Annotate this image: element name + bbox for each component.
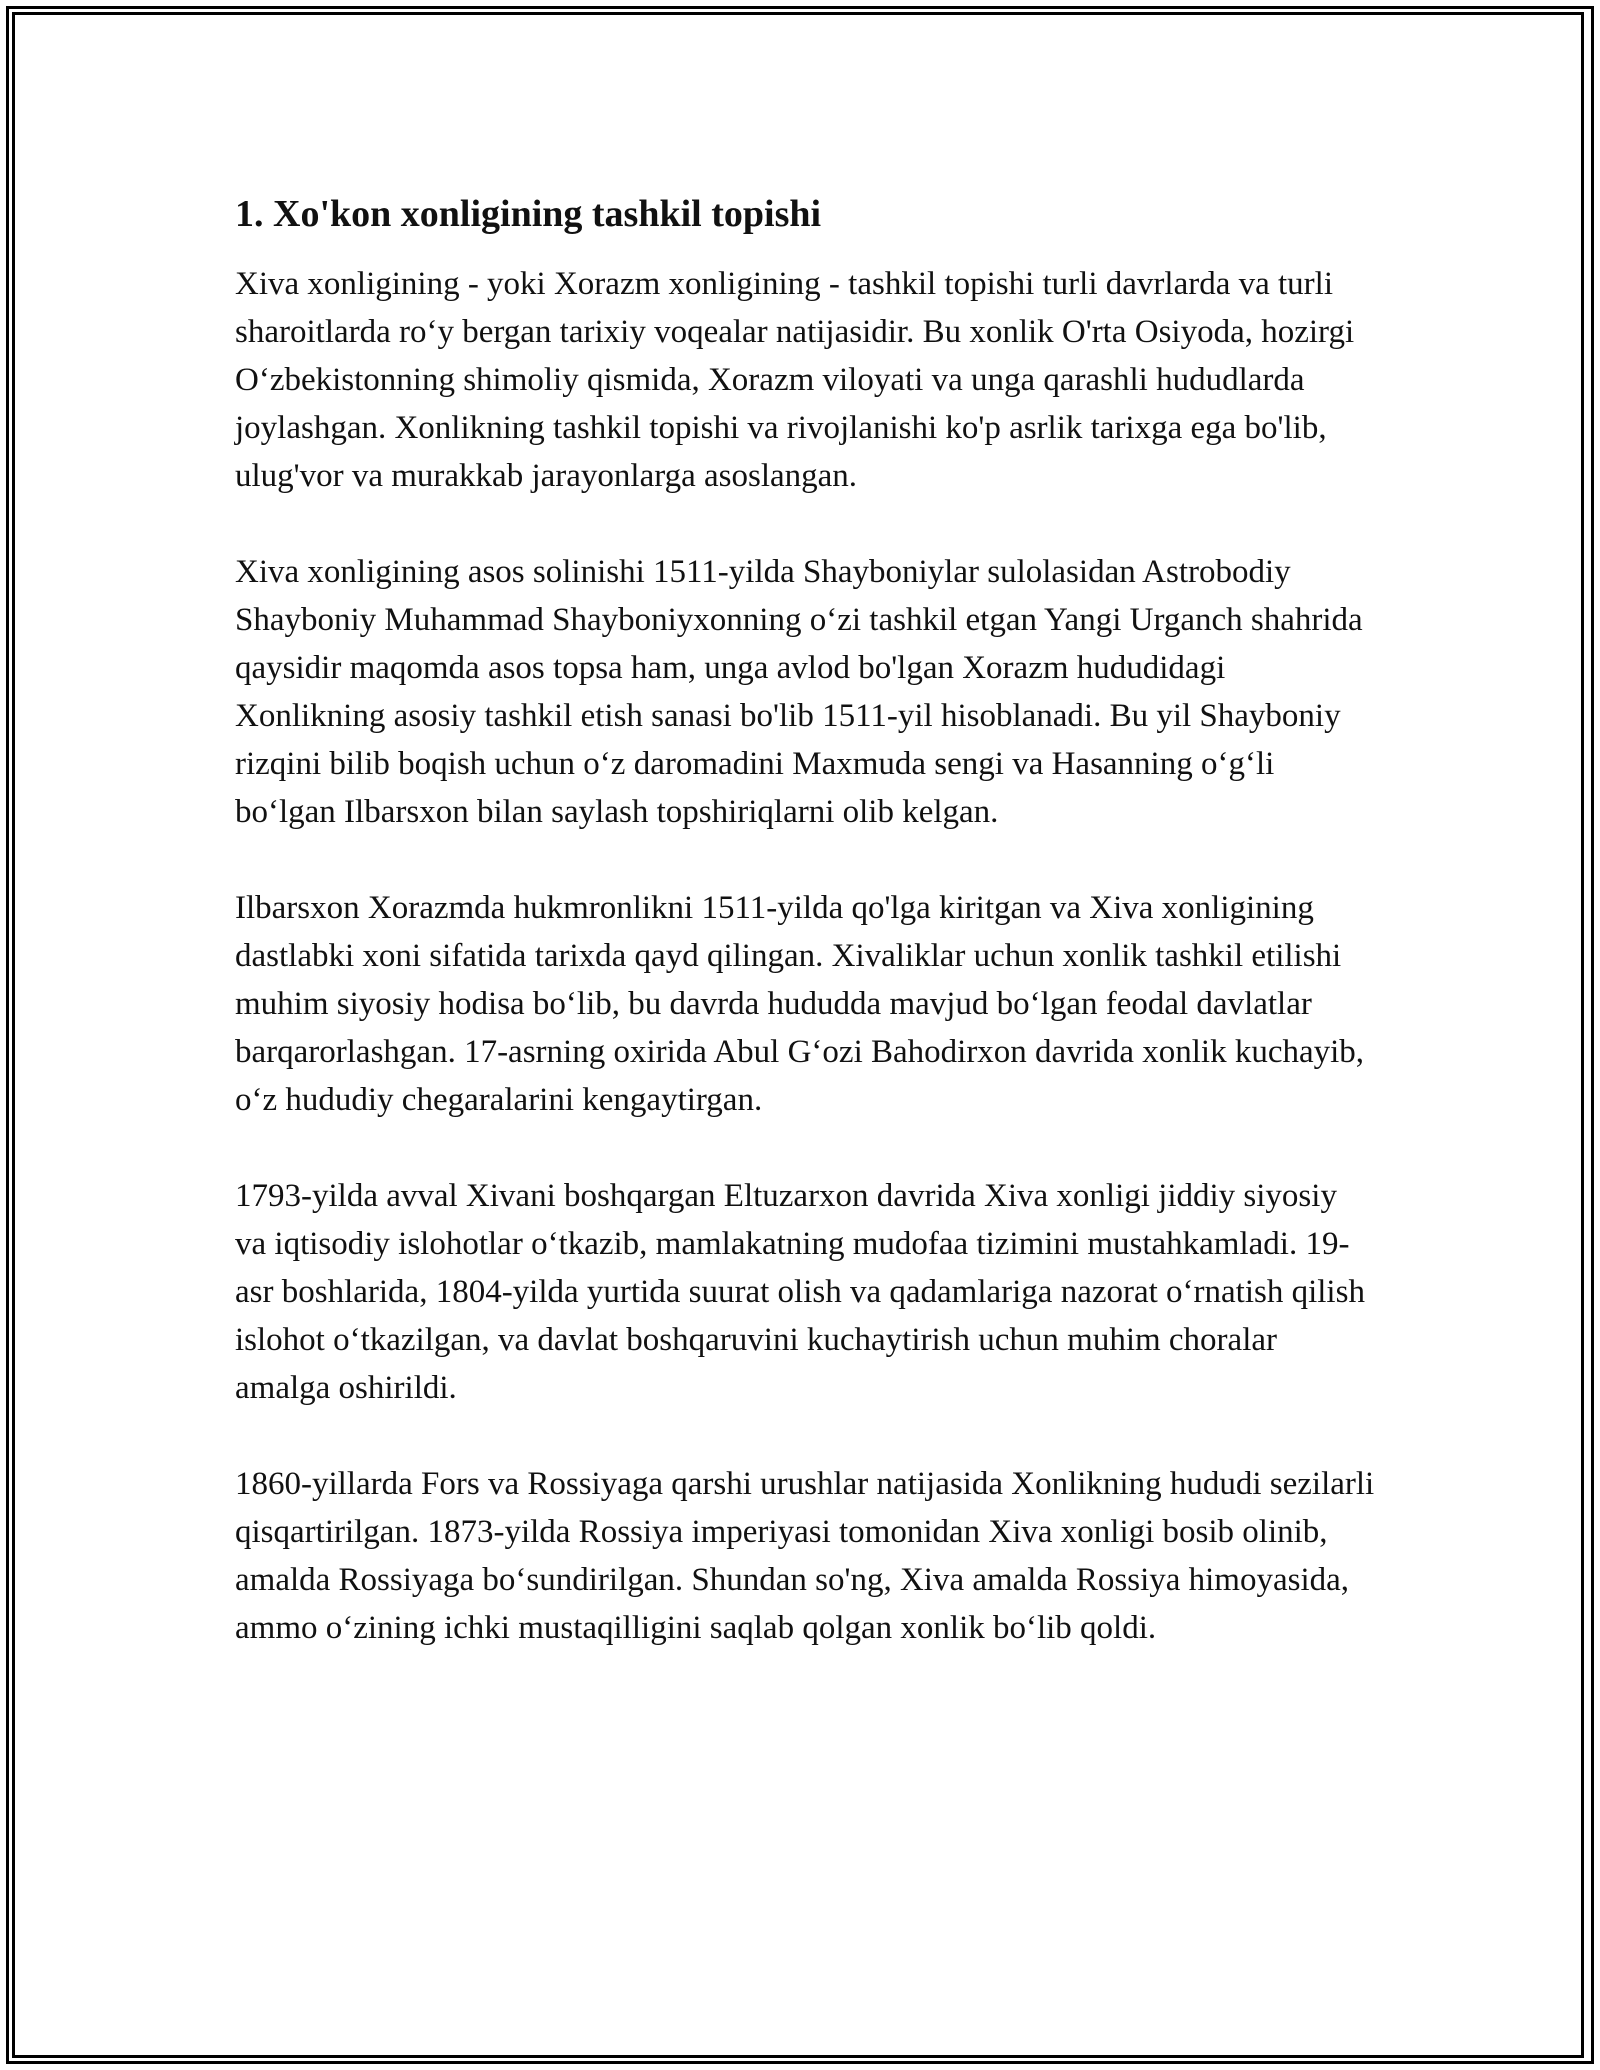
paragraph-reforms: 1793-yilda avval Xivani boshqargan Eltuzarxon davrida Xiva xonligi jiddiy siyosiy va iqtisodiy islohotlar oʻtkazib, mamlakatning mudofaa tizimini mustahkamladi. 19-asr boshlarida, 1804-yilda yurtida suurat olish va qadamlariga nazorat oʻrnatish qilish islohot oʻtkazilgan, va davlat boshqaruvini kuchaytirish uchun muhim choralar amalga oshirildi. xyxy=(235,1178,1365,1406)
paragraph-ilbarsxon: Ilbarsxon Xorazmda hukmronlikni 1511-yilda qo'lga kiritgan va Xiva xonligining dastlabki xoni sifatida tarixda qayd qilingan. Xivaliklar uchun xonlik tashkil etilishi muhim siyosiy hodisa boʻlib, bu davrda hududda mavjud boʻlgan feodal davlatlar barqarorlashgan. 17-asrning oxirida Abul Gʻozi Bahodirxon davrida xonlik kuchayib, oʻz hududiy chegaralarini kengaytirgan. xyxy=(235,890,1365,1118)
paragraph-founding: Xiva xonligining asos solinishi 1511-yilda Shayboniylar sulolasidan Astrobodiy Shayboniy Muhammad Shayboniyxonning oʻzi tashkil etgan Yangi Urganch shahrida qaysidir maqomda asos topsa ham, unga avlod bo'lgan Xorazm hududidagi Xonlikning asosiy tashkil etish sanasi bo'lib 1511-yil hisoblanadi. Bu yil Shayboniy rizqini bilib boqish uchun oʻz daromadini Maxmuda sengi va Hasanning oʻgʻli boʻlgan Ilbarsxon bilan saylash topshiriqlarni olib kelgan. xyxy=(235,554,1363,830)
paragraph-russia: 1860-yillarda Fors va Rossiyaga qarshi urushlar natijasida Xonlikning hududi sezilarli qisqartirilgan. 1873-yilda Rossiya imperiyasi tomonidan Xiva xonligi bosib olinib, amalda Rossiyaga boʻsundirilgan. Shundan so'ng, Xiva amalda Rossiya himoyasida, ammo oʻzining ichki mustaqilligini saqlab qolgan xonlik boʻlib qoldi. xyxy=(235,1466,1375,1646)
paragraph-intro: Xiva xonligining - yoki Xorazm xonligining - tashkil topishi turli davrlarda va turli sharoitlarda roʻy bergan tarixiy voqealar natijasidir. Bu xonlik O'rta Osiyoda, hozirgi Oʻzbekistonning shimoliy qismida, Xorazm viloyati va unga qarashli hududlarda joylashgan. Xonlikning tashkil topishi va rivojlanishi ko'p asrlik tarixga ega bo'lib, ulug'vor va murakkab jarayonlarga asoslangan. xyxy=(235,266,1355,494)
document-title: 1. Xo'kon xonligining tashkil topishi xyxy=(235,193,822,235)
document-body xyxy=(235,190,1375,1700)
